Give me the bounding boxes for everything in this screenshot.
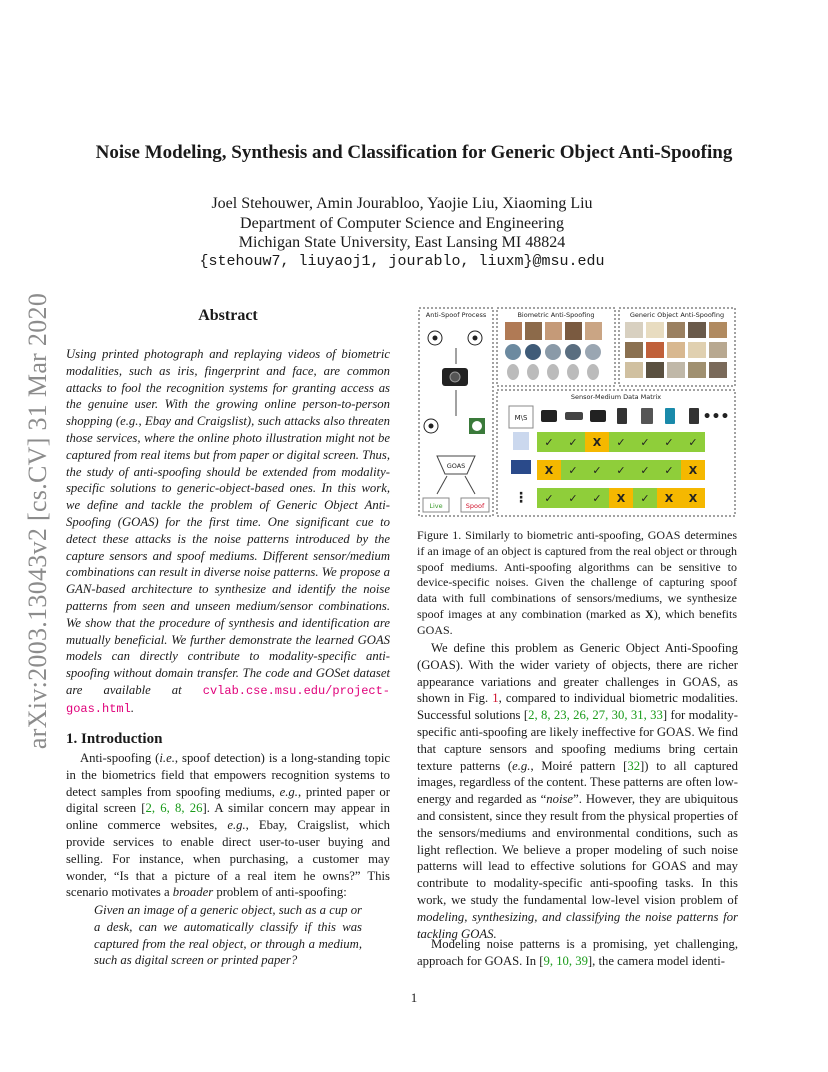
text-run: e.g.: [512, 758, 531, 773]
monitor-icon: [511, 460, 531, 474]
matrix-cell: ✓: [616, 436, 626, 449]
arrow-icon: [465, 476, 475, 494]
paper-title: Noise Modeling, Synthesis and Classification for Generic Object Anti-Spoofing: [95, 142, 733, 163]
author-names: Joel Stehouwer, Amin Jourabloo, Yaojie Liu, Xiaoming Liu: [211, 195, 593, 212]
panel-biometric-label: Biometric Anti-Spoofing: [517, 311, 595, 319]
text-run: ] for modality-specific anti-spoofing are likely ineffective for GOAS. We find that capture sensors and spoofing mediums bring certain texture patterns (: [417, 708, 738, 773]
matrix-cell: ✓: [568, 492, 578, 505]
matrix-corner-label: M\S: [514, 414, 528, 422]
text-run: We define this problem as Generic Object Anti-Spoofing (GOAS). With the wider variety of objects, there are richer appearance variations and greater challenges in GOAS, as shown in Fig.: [417, 641, 738, 706]
more-icon: ⋮: [514, 490, 528, 506]
arxiv-id: arXiv:2003.13043v2 [cs.CV] 31 Mar 2020: [23, 292, 52, 750]
matrix-cell: ✓: [640, 464, 650, 477]
matrix-cell: ✓: [568, 464, 578, 477]
right-paragraph-1: [417, 640, 738, 942]
page-number: 1: [410, 990, 418, 1005]
text-run: Modeling noise patterns is a promising, yet challenging, approach for GOAS. In [: [417, 937, 738, 968]
camera-lens-icon: [450, 372, 460, 382]
citation-link[interactable]: 9, 10, 39: [543, 953, 588, 968]
matrix-cell: X: [688, 492, 698, 505]
intro-paragraph: [66, 750, 390, 901]
fingerprint-thumbnails: [507, 364, 599, 380]
matrix-cell: X: [688, 464, 698, 477]
citation-link[interactable]: 32: [627, 758, 641, 773]
matrix-cell: X: [544, 464, 554, 477]
soccer-ball-icon: [473, 336, 478, 341]
matrix-cell: ✓: [544, 436, 554, 449]
soccer-ball-icon: [472, 421, 482, 431]
figure-1-svg: [417, 306, 737, 518]
panel-generic-label: Generic Object Anti-Spoofing: [629, 311, 725, 319]
caption-text: X: [645, 606, 654, 621]
project-link[interactable]: cvlab.cse.msu.edu/project-goas.html: [66, 683, 390, 716]
spoof-label: Spoof: [465, 502, 485, 510]
matrix-cell: ✓: [664, 436, 674, 449]
text-run: ]. A similar concern may appear in online commerce websites,: [66, 801, 391, 833]
live-label: Live: [429, 502, 443, 510]
matrix-cell: X: [592, 436, 602, 449]
matrix-cell: X: [664, 492, 674, 505]
matrix-cell: ✓: [688, 436, 698, 449]
panel-process-label: Anti-Spoof Process: [425, 311, 487, 319]
abstract-heading: Abstract: [198, 307, 258, 324]
matrix-title: Sensor-Medium Data Matrix: [570, 393, 662, 401]
paper-icon: [513, 432, 529, 450]
figure-link[interactable]: 1: [492, 691, 499, 706]
caption-text: ), which benefits GOAS.: [417, 606, 738, 637]
text-run: Anti-spoofing (: [80, 751, 160, 765]
author-university: Michigan State University, East Lansing MI 48824: [238, 234, 566, 251]
text-run: , Moiré pattern [: [530, 758, 628, 773]
citation-link[interactable]: 2, 6, 8, 26: [145, 801, 203, 816]
intro-heading: 1. Introduction: [66, 731, 163, 747]
text-run: ”. However, they are ubiquitous and consistent, since they result from the physical properties of the sensors/mediums and environmental conditions, such as light reflection. We believe a proper modeling of such noise patterns will lead to effective solutions for GOAS and may contribute to modality-specific anti-spoofing tasks. In this work, we study the fundamental low-level vision problem of: [417, 792, 739, 907]
author-emails: {stehouw7, liuyaoj1, jourablo, liuxm}@msu.edu: [199, 253, 605, 270]
citation-link[interactable]: 2, 8, 23, 26, 27, 30, 31, 33: [528, 708, 663, 723]
matrix-cell: ✓: [616, 464, 626, 477]
matrix-cell: ✓: [544, 492, 554, 505]
matrix-cell: X: [616, 492, 626, 505]
text-run: , printed paper or digital screen [: [66, 784, 390, 816]
soccer-ball-icon: [429, 424, 434, 429]
object-thumbnails: [625, 322, 727, 378]
text-run: broader: [172, 885, 214, 900]
text-run: e.g.: [227, 818, 246, 833]
svg-text:•••: •••: [702, 409, 730, 425]
text-run: , compared to individual biometric modalities. Successful solutions [: [417, 691, 738, 723]
sensor-header-icons: [541, 408, 729, 425]
iris-thumbnails: [505, 344, 601, 360]
matrix-cell: ✓: [640, 492, 650, 505]
text-run: ]) to all captured images, regardless of the content. These patterns are often low-energy and regarded as “: [417, 758, 738, 807]
face-thumbnails: [505, 322, 602, 340]
matrix-cell: ✓: [640, 436, 650, 449]
text-run: , Ebay, Craigslist, which provide services to enable direct user-to-user buying and selling. For instance, when purchasing, a customer may wonder, “Is that a picture of a real item he owns?” This scenario motivates a: [66, 818, 390, 900]
matrix-cell: ✓: [592, 492, 602, 505]
text-run: problem of anti-spoofing:: [213, 885, 347, 900]
figure-1: [417, 306, 737, 518]
abstract-text: Using printed photograph and replaying videos of biometric modalities, such as iris, fingerprint and face, are common attacks to fool the recognition systems for granting access as the genuine user. With the growing online person-to-person shopping (e.g., Ebay and Craigslist), such attacks also threaten those services, where the online photo illustration might not be captured from real items but from paper or digital screen. Thus, the study of anti-spoofing should be extended from modality-specific solutions to generic-object-based ones. In this work, we define and tackle the problem of Generic Object Anti-Spoofing (GOAS) for the first time. One significant cue to detect these attacks is the noise patterns introduced by the capture sensors and spoof mediums. Different sensor/medium combinations can result in diverse noise patterns. We propose a GAN-based architecture to synthesize and identify the noise patterns from seen and unseen medium/sensor combinations. We show that the procedure of synthesis and identification are mutually beneficial. We further demonstrate the learned GOAS models can directly contribute to modality-specific anti-spoofing without domain transfer. The code and GOSet dataset are available at: [66, 347, 390, 697]
matrix-cell: ✓: [568, 436, 578, 449]
arxiv-sidebar: [18, 286, 58, 756]
soccer-ball-icon: [433, 336, 438, 341]
text-run: modeling, synthesizing, and classifying the noise patterns for tackling GOAS.: [417, 909, 738, 941]
arrow-icon: [437, 476, 447, 494]
text-run: e.g.: [279, 784, 298, 799]
text-run: i.e.: [159, 751, 175, 765]
text-run: noise: [546, 792, 574, 807]
right-paragraph-2: [417, 936, 738, 970]
figure-1-caption: [417, 528, 737, 639]
caption-text: Figure 1. Similarly to biometric anti-spoofing, GOAS determines if an image of an object is captured from the real object or through spoof mediums. Anti-spoofing algorithms can be sensitive to device-specific noises. Given the challenge of capturing spoof data with full combinations of sensors/mediums, we synthesize spoof images at any combination (marked as: [417, 528, 737, 621]
text-run: , spoof detection) is a long-standing topic in the biometrics field that empowers recognition systems to detect samples from spoofing mediums,: [66, 751, 390, 799]
goas-label: GOAS: [446, 462, 466, 470]
matrix-cell: ✓: [664, 464, 674, 477]
abstract-body: Using printed photograph and replaying videos of biometric modalities, such as iris, fingerprint and face, are common attacks to fool the recognition systems for granting access as the genuine user. With the growing online person-to-person shopping (e.g., Ebay and Craigslist), such attacks also threaten those services, where the online photo illustration might not be captured from real items but from paper or digital screen. Thus, the study of anti-spoofing should be extended from modality-specific solutions to generic-object-based ones. In this work, we define and tackle the problem of Generic Object Anti-Spoofing (GOAS) for the first time. One significant cue to detect these attacks is the noise patterns introduced by the capture sensors and spoof mediums. Different sensor/medium combinations can result in diverse noise patterns. We propose a GAN-based architecture to synthesize and identify the noise patterns from seen and unseen medium/sensor combinations. We show that the procedure of synthesis and identification are mutually beneficial. We further demonstrate the learned GOAS models can directly contribute to modality-specific anti-spoofing without domain transfer. The code and GOSet dataset are available at cvlab.cse.msu.edu/project-goas.html.: [66, 347, 390, 716]
text-run: ], the camera model identi-: [587, 953, 725, 968]
author-department: Department of Computer Science and Engineering: [240, 215, 564, 232]
intro-quote: Given an image of a generic object, such as a cup or a desk, can we automatically classify if this was captured from the real object, or through a medium, such as digital screen or printed paper?: [94, 903, 362, 968]
matrix-cell: ✓: [592, 464, 602, 477]
